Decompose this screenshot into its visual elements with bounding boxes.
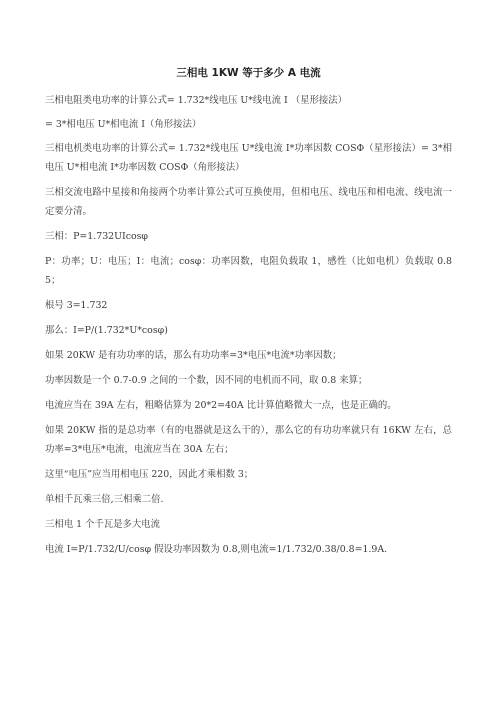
paragraph-total-power: 如果 20KW 指的是总功率（有的电器就是这么干的），那么它的有功功率就只有 16KW 左右，总功率=3*电压*电流，电流应当在 30A 左右；	[45, 425, 452, 455]
paragraph-power-factor: 功率因数是一个 0.7-0.9 之间的一个数，因不同的电机而不同，取 0.8 来算；	[45, 375, 368, 386]
paragraph-sqrt3: 根号 3=1.732	[45, 300, 108, 311]
paragraph-rule-of-thumb: 单相千瓦乘三倍,三相乘二倍.	[45, 494, 164, 505]
paragraph-current-formula: 那么：I=P/(1.732*U*cosφ)	[45, 325, 168, 336]
paragraph-question: 三相电 1 个千瓦是多大电流	[45, 519, 161, 530]
paragraph-interchangeable-note: 三相交流电路中星接和角接两个功率计算公式可互换使用，但相电压、线电压和相电流、线电流一定要分清。	[45, 187, 452, 217]
paragraph-symbol-definitions: P：功率；U：电压；I：电流；cosφ：功率因数，电阻负载取 1，感性（比如电机）负载取 0.85；	[45, 256, 452, 286]
paragraph-phase-voltage: 这里“电压”应当用相电压 220，因此才乘相数 3；	[45, 469, 254, 480]
paragraph-resistive-star-formula: 三相电阻类电功率的计算公式= 1.732*线电压 U*线电流 I （星形接法）	[45, 95, 347, 106]
paragraph-answer: 电流 I=P/1.732/U/cosφ 假设功率因数为 0.8,则电流=1/1.732/0.38/0.8=1.9A.	[45, 544, 388, 555]
paragraph-active-power: 如果 20KW 是有功功率的话，那么有功功率=3*电压*电流*功率因数；	[45, 350, 342, 361]
paragraph-current-estimate: 电流应当在 39A 左右，粗略估算为 20*2=40A 比计算值略微大一点，也是正确的。	[45, 400, 397, 411]
paragraph-resistive-delta-formula: = 3*相电压 U*相电流 I（角形接法）	[45, 119, 202, 130]
paragraph-three-phase-formula: 三相：P=1.732UIcosφ	[45, 231, 149, 242]
document-title: 三相电 1KW 等于多少 A 电流	[176, 67, 321, 79]
paragraph-motor-formula: 三相电机类电功率的计算公式= 1.732*线电压 U*线电流 I*功率因数 COSΦ（星形接法）= 3*相电压 U*相电流 I*功率因数 COSΦ（角形接法）	[45, 143, 452, 173]
